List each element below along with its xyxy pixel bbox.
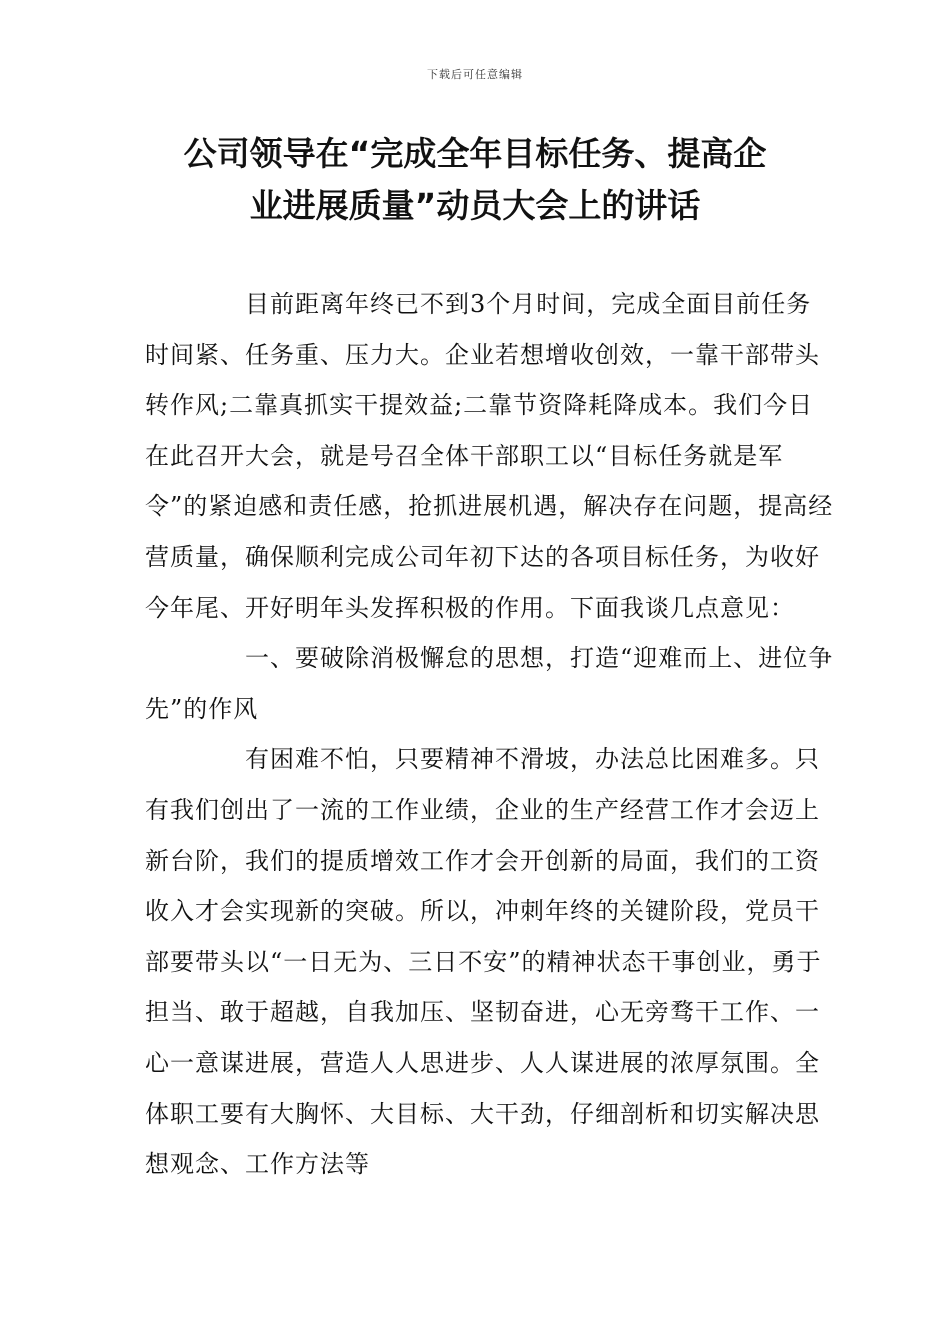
page-title — [140, 128, 810, 232]
header-note: 下载后可任意编辑 — [427, 68, 523, 81]
body-text — [145, 279, 835, 1190]
section-heading-1: 一、要破除消极懈怠的思想，打造“迎难而上、进位争先”的作风 — [145, 644, 834, 723]
paragraph-section-1: 有困难不怕，只要精神不滑坡，办法总比困难多。只有我们创出了一流的工作业绩，企业的生产经营工作才会迈上新台阶，我们的提质增效工作才会开创新的局面，我们的工资收入才会实现新的突破。所以，冲刺年终的关键阶段，党员干部要带头以“一日无为、三日不安”的精神状态干事创业，勇于担当、敢于超越，自我加压、坚韧奋进，心无旁骛干工作、一心一意谋进展，营造人人思进步、人人谋进展的浓厚氛围。全体职工要有大胸怀、大目标、大干劲，仔细剖析和切实解决思想观念、工作方法等 — [145, 745, 822, 1179]
title-line-2: 业进展质量”动员大会上的讲话 — [249, 186, 701, 225]
title-line-1: 公司领导在“完成全年目标任务、提高企 — [183, 134, 767, 173]
paragraph-intro: 目前距离年终已不到3个月时间，完成全面目前任务时间紧、任务重、压力大。企业若想增收创效，一靠干部带头转作风;二靠真抓实干提效益;二靠节资降耗降成本。我们今日在此召开大会，就是号召全体干部职工以“目标任务就是军令”的紧迫感和责任感，抢抓进展机遇，解决存在问题，提高经营质量，确保顺利完成公司年初下达的各项目标任务，为收好今年尾、开好明年头发挥积极的作用。下面我谈几点意见： — [145, 290, 834, 622]
